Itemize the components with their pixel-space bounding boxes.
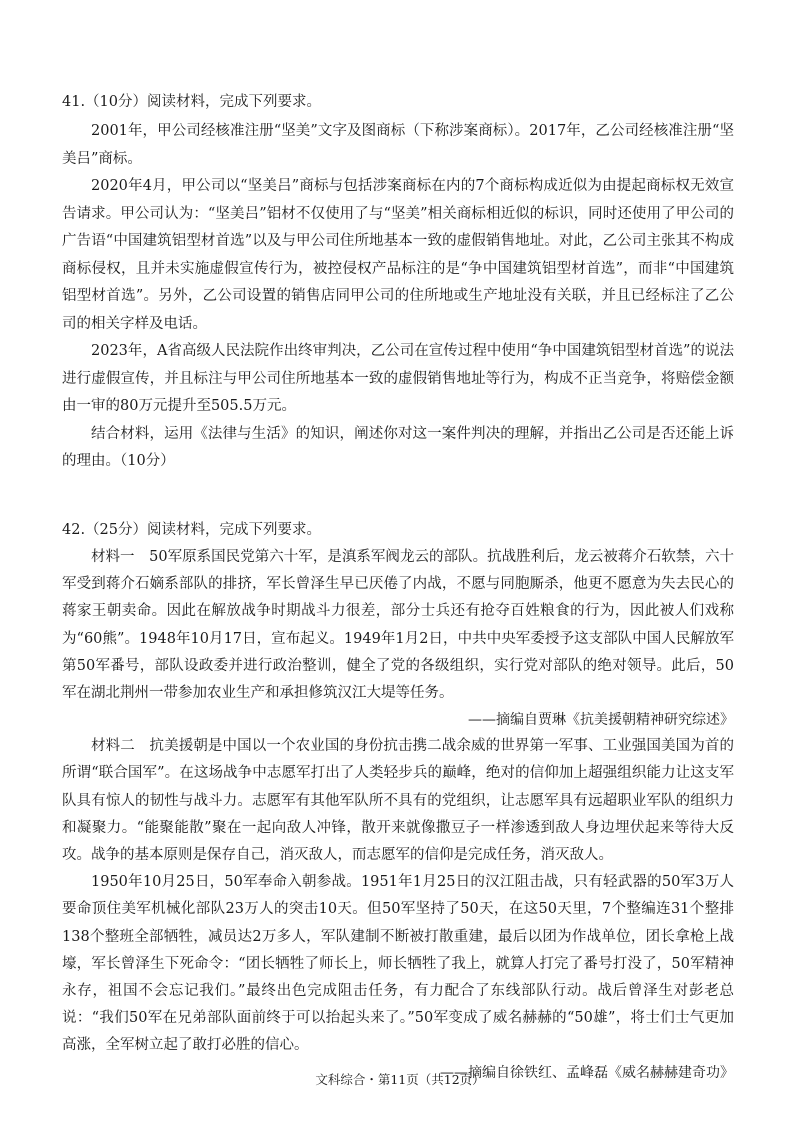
q42-source-2: ——摘编自徐铁红、孟峰磊《威名赫赫建奇功》: [440, 1064, 734, 1081]
question-41: [62, 90, 734, 476]
q42-source-1: ——摘编自贾琳《抗美援朝精神研究综述》: [468, 712, 734, 729]
question-42-heading: 42.（25分）阅读材料，完成下列要求。: [62, 522, 322, 538]
q42-material-1: 材料一 50军原系国民党第六十军，是滇系军阀龙云的部队。抗战胜利后，龙云被蒋介石软禁，六十军受到蒋介石嫡系部队的排挤，军长曾泽生早已厌倦了内战，不愿与同胞厮杀，他更不愿意为失去民心的蒋家王朝卖命。因此在解放战争时期战斗力很差，部分士兵还有抢夺百姓粮食的行为，因此被人们戏称为“60熊”。1948年10月17日，宣布起义。1949年1月2日，中共中央军委授予这支部队中国人民解放军第50军番号，部队设政委并进行政治整训，健全了党的各级组织，实行党对部队的绝对领导。此后，50军在湖北荆州一带参加农业生产和承担修筑汉江大堤等任务。: [62, 549, 734, 702]
page-footer: 文科综合・第11页（共12页）: [315, 1072, 485, 1087]
q42-material-2-paragraph-1: 材料二 抗美援朝是中国以一个农业国的身份抗击携二战余威的世界第一军事、工业强国美国为首的所谓“联合国军”。在这场战争中志愿军打出了人类轻步兵的巅峰，绝对的信仰加上超强组织能力让这支军队具有惊人的韧性与战斗力。志愿军有其他军队所不具有的党组织，让志愿军具有远超职业军队的组织力和凝聚力。“能聚能散”聚在一起向敌人冲锋，散开来就像撒豆子一样渗透到敌人身边埋伏起来等待大反攻。战争的基本原则是保存自己，消灭敌人，而志愿军的信仰是完成任务，消灭敌人。: [62, 738, 734, 864]
q41-paragraph-1: 2001年，甲公司经核准注册“坚美”文字及图商标（下称涉案商标）。2017年，乙公司经核准注册“坚美吕”商标。: [62, 123, 734, 167]
q41-paragraph-2: 2020年4月，甲公司以“坚美吕”商标与包括涉案商标在内的7个商标构成近似为由提起商标权无效宣告请求。甲公司认为：“坚美吕”铝材不仅使用了与“坚美”相关商标相近似的标识，同时还使用了甲公司的广告语“中国建筑铝型材首选”以及与甲公司住所地基本一致的虚假销售地址。对此，乙公司主张其不构成商标侵权，且并未实施虚假宣传行为，被控侵权产品标注的是“争中国建筑铝型材首选”，而非“中国建筑铝型材首选”。另外，乙公司设置的销售店同甲公司的住所地或生产地址没有关联，并且已经标注了乙公司的相关字样及电话。: [62, 178, 734, 332]
question-41-heading: 41.（10分）阅读材料，完成下列要求。: [62, 94, 322, 110]
q41-prompt: 结合材料，运用《法律与生活》的知识，阐述你对这一案件判决的理解，并指出乙公司是否还能上诉的理由。（10分）: [62, 425, 734, 469]
q42-material-2-paragraph-2: 1950年10月25日，50军奉命入朝参战。1951年1月25日的汉江阻击战，只有轻武器的50军3万人要命顶住美军机械化部队23万人的突击10天。但50军坚持了50天，在这50天里，7个整编连31个整排138个整班全部牺牲，减员达2万多人，军队建制不断被打散重建，最后以团为作战单位，团长拿枪上战壕，军长曾泽生下死命令：“团长牺牲了师长上，师长牺牲了我上，就算人打完了番号打没了，50军精神永存，祖国不会忘记我们。”最终出色完成阻击任务，有力配合了东线部队行动。战后曾泽生对彭老总说：“我们50军在兄弟部队面前终于可以抬起头来了。”50军变成了威名赫赫的“50雄”，将士们士气更加高涨，全军树立起了敢打必胜的信心。: [62, 874, 734, 1054]
q41-paragraph-3: 2023年，A省高级人民法院作出终审判决，乙公司在宣传过程中使用“争中国建筑铝型材首选”的说法进行虚假宣传，并且标注与甲公司住所地基本一致的虚假销售地址等行为，构成不正当竞争，将赔偿金额由一审的80万元提升至505.5万元。: [62, 343, 734, 414]
question-42: [62, 518, 734, 1086]
